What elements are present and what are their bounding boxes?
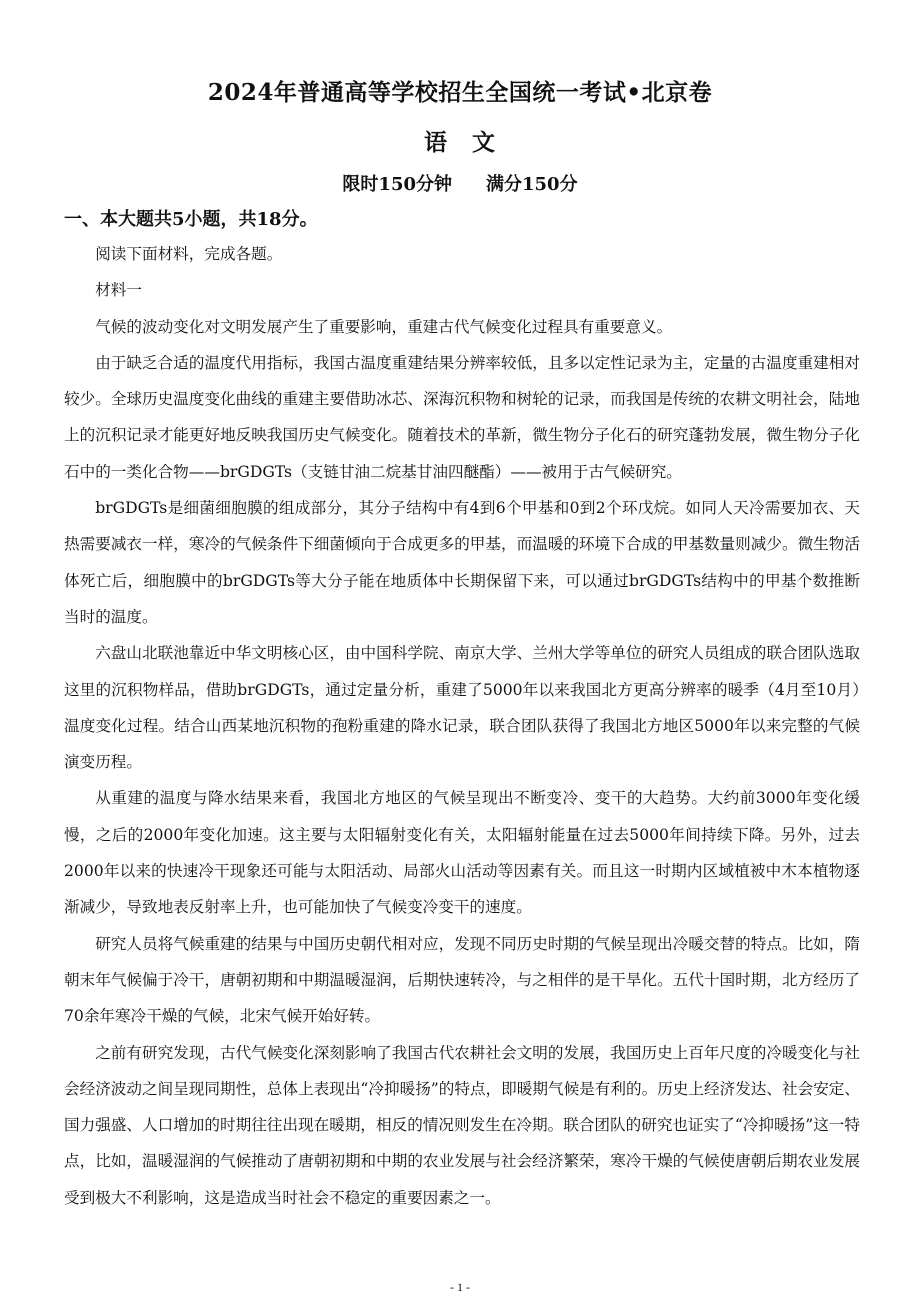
passage-body <box>64 236 860 1216</box>
passage-paragraph: 研究人员将气候重建的结果与中国历史朝代相对应，发现不同历史时期的气候呈现出冷暖交替的特点。比如，隋朝末年气候偏于冷干，唐朝初期和中期温暖湿润，后期快速转冷，与之相伴的是干旱化。五代十国时期，北方经历了70余年寒冷干燥的气候，北宋气候开始好转。 <box>64 934 860 1026</box>
passage-paragraph: 气候的波动变化对文明发展产生了重要影响，重建古代气候变化过程具有重要意义。 <box>95 317 673 336</box>
exam-title: 2024年普通高等学校招生全国统一考试•北京卷 <box>207 79 713 106</box>
subject-title: 语 文 <box>424 129 496 156</box>
exam-time-and-score <box>0 170 920 196</box>
full-score: 满分150分 <box>486 174 578 195</box>
time-limit: 限时150分钟 <box>342 174 452 195</box>
passage-paragraph: 从重建的温度与降水结果来看，我国北方地区的气候呈现出不断变冷、变干的大趋势。大约前3000年变化缓慢，之后的2000年变化加速。这主要与太阳辐射变化有关，太阳辐射能量在过去5000年间持续下降。另外，过去2000年以来的快速冷干现象还可能与太阳活动、局部火山活动等因素有关。而且这一时期内区域植被中木本植物逐渐减少，导致地表反射率上升，也可能加快了气候变冷变干的速度。 <box>64 789 860 917</box>
passage-paragraph: 由于缺乏合适的温度代用指标，我国古温度重建结果分辨率较低，且多以定性记录为主，定量的古温度重建相对较少。全球历史温度变化曲线的重建主要借助冰芯、深海沉积物和树轮的记录，而我国是传统的农耕文明社会，陆地上的沉积记录才能更好地反映我国历史气候变化。随着技术的革新，微生物分子化石的研究蓬勃发展，微生物分子化石中的一类化合物——brGDGTs（支链甘油二烷基甘油四醚酯）——被用于古气候研究。 <box>64 353 860 481</box>
section-heading: 一、本大题共5小题，共18分。 <box>64 209 318 230</box>
passage-paragraph: 之前有研究发现，古代气候变化深刻影响了我国古代农耕社会文明的发展，我国历史上百年尺度的冷暖变化与社会经济波动之间呈现同期性，总体上表现出“冷抑暖扬”的特点，即暖期气候是有利的。历史上经济发达、社会安定、国力强盛、人口增加的时期往往出现在暖期，相反的情况则发生在冷期。联合团队的研究也证实了“冷抑暖扬”这一特点，比如，温暖湿润的气候推动了唐朝初期和中期的农业发展与社会经济繁荣，寒冷干燥的气候使唐朝后期农业发展受到极大不利影响，这是造成当时社会不稳定的重要因素之一。 <box>64 1043 860 1207</box>
instruction-paragraph: 阅读下面材料，完成各题。 <box>95 245 283 263</box>
page-number: - 1 - <box>450 1280 470 1294</box>
passage-paragraph: brGDGTs是细菌细胞膜的组成部分，其分子结构中有4到6个甲基和0到2个环戊烷。如同人天冷需要加衣、天热需要减衣一样，寒冷的气候条件下细菌倾向于合成更多的甲基，而温暖的环境下合成的甲基数量则减少。微生物活体死亡后，细胞膜中的brGDGTs等大分子能在地质体中长期保留下来，可以通过brGDGTs结构中的甲基个数推断当时的温度。 <box>64 499 860 626</box>
passage-paragraph: 六盘山北联池靠近中华文明核心区，由中国科学院、南京大学、兰州大学等单位的研究人员组成的联合团队选取这里的沉积物样品，借助brGDGTs，通过定量分析，重建了5000年以来我国北方更高分辨率的暖季（4月至10月）温度变化过程。结合山西某地沉积物的孢粉重建的降水记录，联合团队获得了我国北方地区5000年以来完整的气候演变历程。 <box>64 644 860 772</box>
material-label: 材料一 <box>95 281 142 300</box>
